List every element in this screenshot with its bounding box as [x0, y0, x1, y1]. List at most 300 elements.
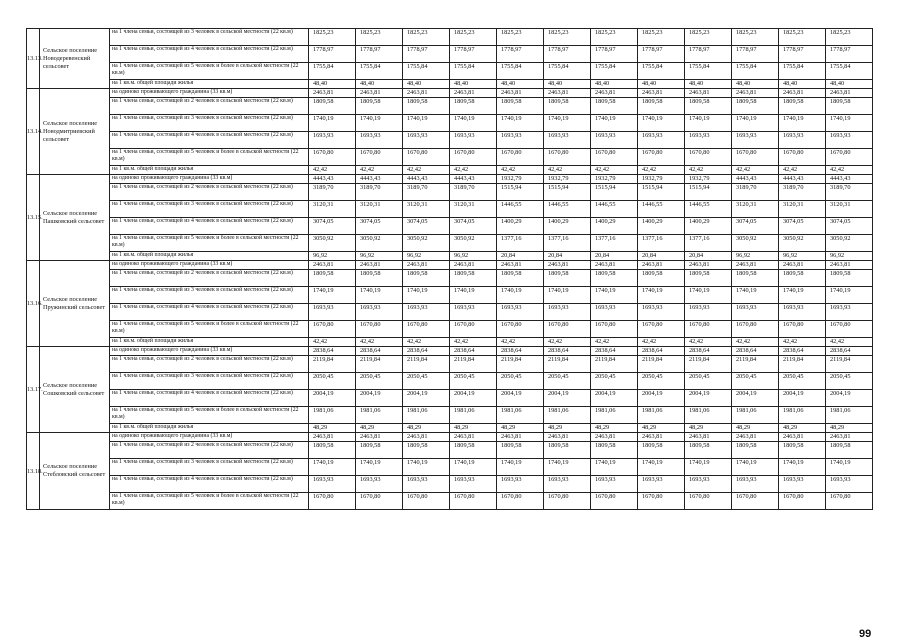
value-cell: 1693,93 [638, 132, 685, 149]
value-cell: 2463,81 [544, 89, 591, 98]
value-cell: 1825,23 [591, 29, 638, 46]
value-cell: 2119,84 [356, 356, 403, 373]
value-cell: 1778,97 [497, 46, 544, 63]
value-cell: 1809,58 [544, 270, 591, 287]
value-cell: 1981,06 [685, 407, 732, 424]
value-cell: 1670,80 [826, 149, 873, 166]
value-cell: 1740,19 [591, 115, 638, 132]
value-cell: 1693,93 [309, 476, 356, 493]
value-cell: 1740,19 [685, 287, 732, 304]
row-description: на одиноко проживающего гражданина (33 кв.м) [110, 347, 309, 356]
value-cell: 48,40 [685, 80, 732, 89]
value-cell: 48,40 [450, 80, 497, 89]
value-cell: 1693,93 [638, 476, 685, 493]
value-cell: 1670,80 [450, 321, 497, 338]
value-cell: 20,84 [685, 252, 732, 261]
value-cell: 2004,19 [685, 390, 732, 407]
value-cell: 1670,80 [356, 149, 403, 166]
value-cell: 1825,23 [450, 29, 497, 46]
value-cell: 96,92 [309, 252, 356, 261]
value-cell: 3120,31 [732, 201, 779, 218]
value-cell: 1809,58 [732, 442, 779, 459]
value-cell: 1778,97 [685, 46, 732, 63]
value-cell: 1515,94 [685, 184, 732, 201]
value-cell: 1740,19 [779, 287, 826, 304]
value-cell: 1778,97 [356, 46, 403, 63]
table-row [27, 356, 873, 373]
table-row [27, 235, 873, 252]
settlement-code: 13.13. [27, 29, 40, 89]
table-row [27, 304, 873, 321]
value-cell: 42,42 [779, 166, 826, 175]
value-cell: 42,42 [732, 166, 779, 175]
value-cell: 42,42 [638, 338, 685, 347]
value-cell: 1825,23 [544, 29, 591, 46]
value-cell: 48,40 [732, 80, 779, 89]
value-cell: 2838,64 [497, 347, 544, 356]
value-cell: 4443,43 [356, 175, 403, 184]
value-cell: 1755,84 [732, 63, 779, 80]
value-cell: 2463,81 [826, 89, 873, 98]
value-cell: 1932,79 [591, 175, 638, 184]
value-cell: 2463,81 [403, 261, 450, 270]
value-cell: 1778,97 [309, 46, 356, 63]
value-cell: 1809,58 [732, 270, 779, 287]
row-description: на одиноко проживающего гражданина (33 кв.м) [110, 89, 309, 98]
value-cell: 2004,19 [638, 390, 685, 407]
table-row [27, 63, 873, 80]
value-cell: 3050,92 [732, 235, 779, 252]
value-cell: 1693,93 [779, 476, 826, 493]
table-row [27, 270, 873, 287]
value-cell: 42,42 [685, 166, 732, 175]
value-cell: 1809,58 [638, 270, 685, 287]
value-cell: 1981,06 [356, 407, 403, 424]
value-cell: 3189,70 [309, 184, 356, 201]
value-cell: 3050,92 [403, 235, 450, 252]
value-cell: 2463,81 [638, 89, 685, 98]
value-cell: 2050,45 [450, 373, 497, 390]
value-cell: 2004,19 [309, 390, 356, 407]
value-cell: 2463,81 [403, 89, 450, 98]
value-cell: 2119,84 [450, 356, 497, 373]
value-cell: 3120,31 [826, 201, 873, 218]
value-cell: 2463,81 [309, 433, 356, 442]
value-cell: 1809,58 [497, 270, 544, 287]
value-cell: 48,40 [356, 80, 403, 89]
value-cell: 48,29 [591, 424, 638, 433]
value-cell: 4443,43 [826, 175, 873, 184]
table-row [27, 80, 873, 89]
value-cell: 1809,58 [591, 270, 638, 287]
value-cell: 42,42 [544, 338, 591, 347]
value-cell: 1377,16 [685, 235, 732, 252]
value-cell: 1740,19 [826, 287, 873, 304]
value-cell: 1740,19 [591, 287, 638, 304]
value-cell: 1693,93 [732, 132, 779, 149]
value-cell: 1693,93 [309, 132, 356, 149]
table-row [27, 493, 873, 510]
row-description: на 1 члена семьи, состоящей из 3 человек в сельской местности (22 кв.м) [110, 29, 309, 46]
value-cell: 2463,81 [450, 433, 497, 442]
value-cell: 1670,80 [450, 149, 497, 166]
value-cell: 2838,64 [309, 347, 356, 356]
value-cell: 1670,80 [309, 493, 356, 510]
value-cell: 48,29 [497, 424, 544, 433]
value-cell: 1809,58 [356, 442, 403, 459]
value-cell: 1740,19 [403, 287, 450, 304]
value-cell: 1670,80 [309, 149, 356, 166]
value-cell: 48,29 [356, 424, 403, 433]
row-description: на 1 члена семьи, состоящей из 4 человек в сельской местности (22 кв.м) [110, 390, 309, 407]
value-cell: 1809,58 [356, 270, 403, 287]
value-cell: 1809,58 [450, 98, 497, 115]
value-cell: 3074,05 [309, 218, 356, 235]
value-cell: 1809,58 [685, 270, 732, 287]
value-cell: 1809,58 [732, 98, 779, 115]
value-cell: 1670,80 [544, 149, 591, 166]
value-cell: 1693,93 [732, 304, 779, 321]
value-cell: 2050,45 [779, 373, 826, 390]
value-cell: 1670,80 [638, 493, 685, 510]
value-cell: 42,42 [356, 166, 403, 175]
value-cell: 1740,19 [497, 287, 544, 304]
value-cell: 1809,58 [826, 270, 873, 287]
value-cell: 2838,64 [544, 347, 591, 356]
value-cell: 1778,97 [732, 46, 779, 63]
row-description: на 1 члена семьи, состоящей из 5 человек и более в сельской местности (22 кв.м) [110, 407, 309, 424]
value-cell: 1740,19 [544, 115, 591, 132]
value-cell: 1755,84 [309, 63, 356, 80]
tariff-table [26, 28, 873, 510]
settlement-code: 13.18. [27, 433, 40, 510]
value-cell: 1740,19 [544, 287, 591, 304]
value-cell: 2119,84 [591, 356, 638, 373]
value-cell: 3120,31 [450, 201, 497, 218]
value-cell: 2050,45 [497, 373, 544, 390]
table-row [27, 261, 873, 270]
table-row [27, 459, 873, 476]
table-row [27, 347, 873, 356]
value-cell: 1825,23 [309, 29, 356, 46]
value-cell: 1693,93 [356, 476, 403, 493]
table-row [27, 390, 873, 407]
value-cell: 1670,80 [638, 321, 685, 338]
value-cell: 1670,80 [732, 493, 779, 510]
settlement-name: Сельское поселение Стебловский сельсовет [40, 433, 110, 510]
value-cell: 1755,84 [497, 63, 544, 80]
row-description: на 1 члена семьи, состоящей из 4 человек в сельской местности (22 кв.м) [110, 218, 309, 235]
value-cell: 2838,64 [591, 347, 638, 356]
value-cell: 1670,80 [497, 321, 544, 338]
value-cell: 1377,16 [544, 235, 591, 252]
value-cell: 1981,06 [638, 407, 685, 424]
value-cell: 1755,84 [544, 63, 591, 80]
value-cell: 1755,84 [356, 63, 403, 80]
row-description: на 1 члена семьи, состоящей из 5 человек и более в сельской местности (22 кв.м) [110, 321, 309, 338]
row-description: на 1 члена семьи, состоящей из 2 человек в сельской местности (22 кв.м) [110, 356, 309, 373]
value-cell: 2463,81 [779, 433, 826, 442]
value-cell: 1693,93 [779, 304, 826, 321]
value-cell: 1740,19 [826, 459, 873, 476]
row-description: на 1 кв.м. общей площади жилья [110, 80, 309, 89]
row-description: на 1 кв.м. общей площади жилья [110, 252, 309, 261]
value-cell: 2119,84 [732, 356, 779, 373]
value-cell: 1693,93 [544, 304, 591, 321]
value-cell: 1809,58 [450, 270, 497, 287]
row-description: на 1 члена семьи, состоящей из 2 человек в сельской местности (22 кв.м) [110, 98, 309, 115]
value-cell: 1693,93 [591, 132, 638, 149]
table-row [27, 149, 873, 166]
value-cell: 1693,93 [450, 304, 497, 321]
table-row [27, 132, 873, 149]
value-cell: 1740,19 [356, 115, 403, 132]
row-description: на 1 члена семьи, состоящей из 3 человек в сельской местности (22 кв.м) [110, 459, 309, 476]
settlement-name: Сельское поселение Сошковский сельсовет [40, 347, 110, 433]
value-cell: 2004,19 [826, 390, 873, 407]
value-cell: 2050,45 [638, 373, 685, 390]
value-cell: 1809,58 [591, 98, 638, 115]
table-row [27, 218, 873, 235]
value-cell: 2463,81 [779, 261, 826, 270]
value-cell: 1670,80 [403, 321, 450, 338]
value-cell: 1755,84 [638, 63, 685, 80]
value-cell: 1755,84 [450, 63, 497, 80]
value-cell: 2463,81 [309, 261, 356, 270]
value-cell: 48,29 [403, 424, 450, 433]
value-cell: 1693,93 [826, 304, 873, 321]
value-cell: 1755,84 [826, 63, 873, 80]
value-cell: 96,92 [826, 252, 873, 261]
value-cell: 2463,81 [497, 89, 544, 98]
row-description: на одиноко проживающего гражданина (33 кв.м) [110, 433, 309, 442]
row-description: на одиноко проживающего гражданина (33 кв.м) [110, 175, 309, 184]
value-cell: 48,40 [497, 80, 544, 89]
value-cell: 1670,80 [403, 493, 450, 510]
value-cell: 3120,31 [309, 201, 356, 218]
value-cell: 1778,97 [591, 46, 638, 63]
value-cell: 48,29 [732, 424, 779, 433]
value-cell: 42,42 [826, 166, 873, 175]
value-cell: 3120,31 [403, 201, 450, 218]
value-cell: 2463,81 [309, 89, 356, 98]
value-cell: 42,42 [591, 166, 638, 175]
value-cell: 3074,05 [450, 218, 497, 235]
value-cell: 1693,93 [403, 132, 450, 149]
value-cell: 1740,19 [685, 115, 732, 132]
value-cell: 1693,93 [497, 476, 544, 493]
value-cell: 48,40 [403, 80, 450, 89]
value-cell: 1740,19 [403, 115, 450, 132]
value-cell: 3120,31 [356, 201, 403, 218]
value-cell: 20,84 [497, 252, 544, 261]
value-cell: 1377,16 [591, 235, 638, 252]
value-cell: 1981,06 [591, 407, 638, 424]
value-cell: 1778,97 [779, 46, 826, 63]
value-cell: 1809,58 [356, 98, 403, 115]
value-cell: 42,42 [826, 338, 873, 347]
row-description: на 1 кв.м. общей площади жилья [110, 338, 309, 347]
value-cell: 2463,81 [826, 261, 873, 270]
value-cell: 2463,81 [732, 261, 779, 270]
value-cell: 1778,97 [638, 46, 685, 63]
value-cell: 96,92 [403, 252, 450, 261]
value-cell: 1670,80 [497, 493, 544, 510]
value-cell: 1446,55 [591, 201, 638, 218]
value-cell: 3050,92 [450, 235, 497, 252]
value-cell: 1809,58 [685, 98, 732, 115]
value-cell: 2463,81 [685, 89, 732, 98]
value-cell: 2838,64 [638, 347, 685, 356]
value-cell: 2004,19 [356, 390, 403, 407]
value-cell: 2050,45 [356, 373, 403, 390]
page-number: 99 [859, 628, 872, 640]
value-cell: 1740,19 [591, 459, 638, 476]
value-cell: 48,40 [591, 80, 638, 89]
value-cell: 3074,05 [403, 218, 450, 235]
value-cell: 2463,81 [497, 433, 544, 442]
value-cell: 1809,58 [403, 98, 450, 115]
value-cell: 2004,19 [403, 390, 450, 407]
table-row [27, 407, 873, 424]
value-cell: 1400,29 [638, 218, 685, 235]
settlement-code: 13.15. [27, 175, 40, 261]
value-cell: 2463,81 [685, 261, 732, 270]
value-cell: 1693,93 [779, 132, 826, 149]
value-cell: 3189,70 [356, 184, 403, 201]
value-cell: 2004,19 [591, 390, 638, 407]
value-cell: 3074,05 [732, 218, 779, 235]
value-cell: 20,84 [544, 252, 591, 261]
value-cell: 48,29 [779, 424, 826, 433]
value-cell: 1670,80 [638, 149, 685, 166]
value-cell: 1446,55 [685, 201, 732, 218]
value-cell: 1740,19 [497, 459, 544, 476]
row-description: на 1 члена семьи, состоящей из 3 человек в сельской местности (22 кв.м) [110, 201, 309, 218]
value-cell: 2838,64 [450, 347, 497, 356]
value-cell: 1809,58 [403, 270, 450, 287]
value-cell: 2119,84 [403, 356, 450, 373]
value-cell: 1670,80 [685, 149, 732, 166]
value-cell: 2050,45 [685, 373, 732, 390]
value-cell: 1932,79 [497, 175, 544, 184]
row-description: на 1 члена семьи, состоящей из 2 человек в сельской местности (22 кв.м) [110, 442, 309, 459]
value-cell: 1693,93 [826, 476, 873, 493]
value-cell: 1515,94 [497, 184, 544, 201]
value-cell: 2463,81 [450, 261, 497, 270]
value-cell: 1809,58 [309, 270, 356, 287]
value-cell: 48,40 [544, 80, 591, 89]
value-cell: 2463,81 [356, 261, 403, 270]
value-cell: 2463,81 [497, 261, 544, 270]
value-cell: 1400,29 [544, 218, 591, 235]
value-cell: 96,92 [450, 252, 497, 261]
value-cell: 1670,80 [685, 321, 732, 338]
value-cell: 96,92 [779, 252, 826, 261]
value-cell: 2050,45 [732, 373, 779, 390]
value-cell: 2119,84 [826, 356, 873, 373]
value-cell: 2463,81 [403, 433, 450, 442]
value-cell: 42,42 [309, 338, 356, 347]
value-cell: 42,42 [497, 338, 544, 347]
value-cell: 1693,93 [732, 476, 779, 493]
value-cell: 1825,23 [732, 29, 779, 46]
value-cell: 1446,55 [497, 201, 544, 218]
value-cell: 2463,81 [638, 433, 685, 442]
value-cell: 1740,19 [450, 287, 497, 304]
value-cell: 1740,19 [638, 459, 685, 476]
value-cell: 42,42 [497, 166, 544, 175]
table-row [27, 201, 873, 218]
value-cell: 1693,93 [591, 304, 638, 321]
value-cell: 1740,19 [779, 459, 826, 476]
value-cell: 2119,84 [497, 356, 544, 373]
value-cell: 48,29 [826, 424, 873, 433]
value-cell: 3189,70 [403, 184, 450, 201]
value-cell: 48,40 [826, 80, 873, 89]
value-cell: 1809,58 [497, 442, 544, 459]
value-cell: 48,40 [638, 80, 685, 89]
value-cell: 1809,58 [309, 98, 356, 115]
value-cell: 1981,06 [450, 407, 497, 424]
value-cell: 1693,93 [638, 304, 685, 321]
value-cell: 48,29 [685, 424, 732, 433]
value-cell: 1825,23 [779, 29, 826, 46]
value-cell: 1670,80 [591, 493, 638, 510]
table-row [27, 184, 873, 201]
value-cell: 1740,19 [356, 287, 403, 304]
value-cell: 1740,19 [732, 287, 779, 304]
value-cell: 1825,23 [497, 29, 544, 46]
value-cell: 2463,81 [544, 261, 591, 270]
value-cell: 1670,80 [732, 149, 779, 166]
value-cell: 2463,81 [591, 89, 638, 98]
value-cell: 2004,19 [497, 390, 544, 407]
table-row [27, 476, 873, 493]
value-cell: 2119,84 [685, 356, 732, 373]
value-cell: 1740,19 [403, 459, 450, 476]
value-cell: 1670,80 [826, 321, 873, 338]
value-cell: 2463,81 [450, 89, 497, 98]
value-cell: 1740,19 [779, 115, 826, 132]
table-row [27, 115, 873, 132]
value-cell: 4443,43 [779, 175, 826, 184]
value-cell: 1515,94 [591, 184, 638, 201]
settlement-code: 13.17. [27, 347, 40, 433]
value-cell: 20,84 [591, 252, 638, 261]
value-cell: 1670,80 [732, 321, 779, 338]
value-cell: 1932,79 [544, 175, 591, 184]
value-cell: 48,29 [450, 424, 497, 433]
value-cell: 1400,29 [497, 218, 544, 235]
value-cell: 1755,84 [591, 63, 638, 80]
value-cell: 1740,19 [826, 115, 873, 132]
value-cell: 1755,84 [403, 63, 450, 80]
value-cell: 1693,93 [450, 132, 497, 149]
value-cell: 42,42 [450, 338, 497, 347]
value-cell: 1670,80 [403, 149, 450, 166]
value-cell: 1740,19 [309, 287, 356, 304]
value-cell: 1670,80 [356, 321, 403, 338]
table-row [27, 321, 873, 338]
table-row [27, 424, 873, 433]
value-cell: 1740,19 [685, 459, 732, 476]
value-cell: 4443,43 [403, 175, 450, 184]
value-cell: 2463,81 [779, 89, 826, 98]
value-cell: 1693,93 [544, 132, 591, 149]
value-cell: 42,42 [685, 338, 732, 347]
value-cell: 2050,45 [591, 373, 638, 390]
